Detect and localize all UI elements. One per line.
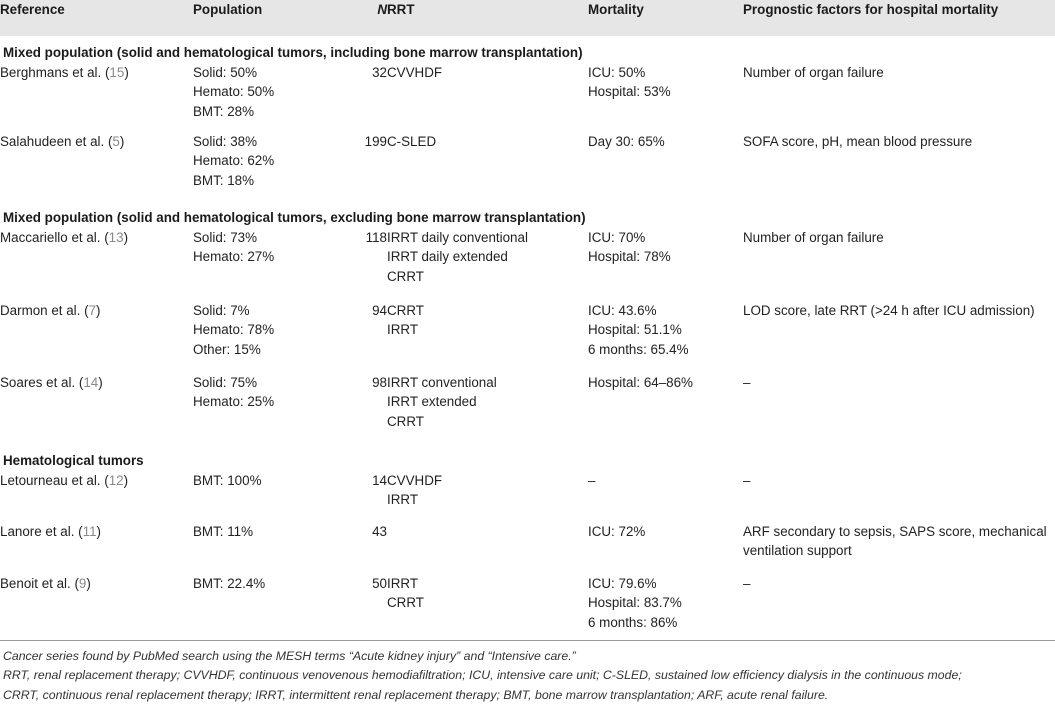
header-population: Population xyxy=(193,2,263,17)
rrt-cell xyxy=(387,132,588,202)
mortality-cell xyxy=(588,574,743,646)
prognostic-text: LOD score, late RRT (>24 h after ICU admission) xyxy=(743,303,1035,318)
rrt-line: CRRT xyxy=(387,268,424,284)
prognostic-text: Number of organ failure xyxy=(743,65,884,80)
n-value: 50 xyxy=(372,576,387,591)
population-line: Hemato: 50% xyxy=(193,84,275,100)
rrt-cell xyxy=(387,522,588,574)
reference-text: Salahudeen et al. ( xyxy=(0,134,113,149)
section-title: Hematological tumors xyxy=(3,453,144,468)
rrt-line: IRRT daily extended xyxy=(387,249,508,265)
rrt-line: CRRT xyxy=(387,303,424,318)
rrt-line: IRRT extended xyxy=(387,394,477,410)
rrt-cell xyxy=(387,63,588,132)
citation-link: 15 xyxy=(109,65,125,80)
n-value: 98 xyxy=(372,375,387,390)
population-cell xyxy=(193,228,323,301)
population-line: Other: 15% xyxy=(193,341,261,357)
prognostic-cell xyxy=(743,228,1055,301)
rrt-cell xyxy=(387,373,588,445)
population-line: Hemato: 62% xyxy=(193,153,275,169)
mortality-line: Hospital: 83.7% xyxy=(588,595,682,611)
prognostic-cell xyxy=(743,63,1055,132)
population-line: BMT: 11% xyxy=(193,524,254,539)
population-line: Hemato: 27% xyxy=(193,249,275,265)
rrt-line: IRRT conventional xyxy=(387,375,497,390)
rrt-line: C-SLED xyxy=(387,134,437,149)
prognostic-cell xyxy=(743,373,1055,445)
table-bottom-rule xyxy=(0,640,1055,641)
citation-link: 14 xyxy=(83,375,99,390)
reference-text: Lanore et al. ( xyxy=(0,524,83,539)
mortality-cell xyxy=(588,63,743,132)
footnote: CRRT, continuous renal replacement therapy; IRRT, intermittent renal replacement therapy; BMT, bone marrow transplantation; ARF, acute renal failure. xyxy=(3,687,829,702)
reference-text: Benoit et al. ( xyxy=(0,576,79,591)
mortality-line: ICU: 72% xyxy=(588,524,646,539)
reference-cell xyxy=(0,574,193,646)
prognostic-cell xyxy=(743,574,1055,646)
mortality-cell xyxy=(588,132,743,202)
section-row xyxy=(0,445,1055,471)
rrt-line: IRRT xyxy=(387,322,418,338)
rrt-cell xyxy=(387,574,588,646)
mortality-cell xyxy=(588,373,743,445)
mortality-line: 6 months: 86% xyxy=(588,614,678,630)
n-value: 32 xyxy=(372,65,387,80)
n-cell xyxy=(323,63,387,132)
prognostic-cell xyxy=(743,522,1055,574)
n-value: 43 xyxy=(372,524,387,539)
population-line: Hemato: 25% xyxy=(193,394,275,410)
mortality-cell xyxy=(588,471,743,522)
section-row xyxy=(0,36,1055,63)
reference-close: ) xyxy=(98,375,103,390)
reference-text: Soares et al. ( xyxy=(0,375,84,390)
population-line: Solid: 50% xyxy=(193,65,258,80)
population-line: BMT: 28% xyxy=(193,103,255,119)
mortality-line: Hospital: 64–86% xyxy=(588,375,693,390)
rrt-line: CRRT xyxy=(387,413,424,429)
citation-link: 9 xyxy=(78,576,87,591)
mortality-line: Hospital: 78% xyxy=(588,249,671,265)
table-row xyxy=(0,301,1055,373)
mortality-line: Day 30: 65% xyxy=(588,134,665,149)
population-line: Solid: 75% xyxy=(193,375,258,390)
n-cell xyxy=(323,228,387,301)
reference-text: Letourneau et al. ( xyxy=(0,473,109,488)
n-value: 94 xyxy=(372,303,387,318)
population-line: BMT: 18% xyxy=(193,172,255,188)
reference-close: ) xyxy=(124,65,129,80)
prognostic-cell xyxy=(743,132,1055,202)
population-cell xyxy=(193,522,323,574)
mortality-line: ICU: 50% xyxy=(588,65,646,80)
n-cell xyxy=(323,574,387,646)
reference-cell xyxy=(0,63,193,132)
mortality-line: ICU: 79.6% xyxy=(588,576,657,591)
rrt-cell xyxy=(387,301,588,373)
header-mortality: Mortality xyxy=(588,2,644,17)
reference-close: ) xyxy=(119,134,125,149)
table-row xyxy=(0,63,1055,132)
reference-text: Berghmans et al. ( xyxy=(0,65,110,80)
table-row xyxy=(0,132,1055,202)
reference-close: ) xyxy=(86,576,91,591)
mortality-cell xyxy=(588,522,743,574)
population-cell xyxy=(193,373,323,445)
reference-close: ) xyxy=(96,524,102,539)
prognostic-text: Number of organ failure xyxy=(743,230,884,245)
n-cell xyxy=(323,522,387,574)
n-value: 199 xyxy=(364,134,387,149)
footnote: RRT, renal replacement therapy; CVVHDF, continuous venovenous hemodiafiltration; ICU, intensive care unit; C-SLED, sustained low efficiency dialysis in the continuous mode; xyxy=(3,668,962,683)
population-line: Hemato: 78% xyxy=(193,322,275,338)
prognostic-text: – xyxy=(743,375,751,390)
n-cell xyxy=(323,373,387,445)
prognostic-text: – xyxy=(743,473,751,488)
mortality-line: Hospital: 53% xyxy=(588,84,671,100)
population-line: Solid: 7% xyxy=(193,303,250,318)
reference-cell xyxy=(0,132,193,202)
mortality-line: – xyxy=(588,473,596,488)
population-line: Solid: 73% xyxy=(193,230,258,245)
reference-cell xyxy=(0,522,193,574)
table-row xyxy=(0,471,1055,522)
table-row xyxy=(0,228,1055,301)
n-cell xyxy=(323,301,387,373)
population-cell xyxy=(193,132,323,202)
population-cell xyxy=(193,471,323,522)
reference-text: Maccariello et al. ( xyxy=(0,230,109,245)
citation-link: 11 xyxy=(82,524,97,539)
table-row xyxy=(0,373,1055,445)
section-title: Mixed population (solid and hematological tumors, including bone marrow transplantation) xyxy=(3,45,583,60)
population-line: BMT: 22.4% xyxy=(193,576,266,591)
rrt-line: CRRT xyxy=(387,595,424,611)
header-row xyxy=(0,0,1055,36)
citation-link: 13 xyxy=(108,230,124,245)
rrt-line: CVVHDF xyxy=(387,65,443,80)
prognostic-text: – xyxy=(743,576,751,591)
reference-close: ) xyxy=(123,473,129,488)
mortality-line: 6 months: 65.4% xyxy=(588,341,689,357)
reference-cell xyxy=(0,228,193,301)
mortality-line: Hospital: 51.1% xyxy=(588,322,682,338)
population-cell xyxy=(193,63,323,132)
citation-link: 5 xyxy=(112,134,120,149)
rrt-line: IRRT daily conventional xyxy=(387,230,528,245)
n-value: 118 xyxy=(365,230,387,245)
n-cell xyxy=(323,132,387,202)
reference-cell xyxy=(0,301,193,373)
table-row xyxy=(0,522,1055,574)
section-row xyxy=(0,202,1055,228)
reference-close: ) xyxy=(123,230,129,245)
reference-close: ) xyxy=(96,303,101,318)
header-n: N xyxy=(377,2,387,17)
table-footnotes xyxy=(3,647,1053,705)
header-reference: Reference xyxy=(0,2,65,17)
rrt-cell xyxy=(387,228,588,301)
footnote: Cancer series found by PubMed search using the MESH terms “Acute kidney injury” and “Intensive care.” xyxy=(3,649,576,663)
population-line: BMT: 100% xyxy=(193,473,262,488)
prognostic-text: ARF secondary to sepsis, SAPS score, mechanical ventilation support xyxy=(743,524,1047,559)
rrt-line: CVVHDF xyxy=(387,473,443,488)
mortality-line: ICU: 70% xyxy=(588,230,646,245)
rrt-cell xyxy=(387,471,588,522)
reference-cell xyxy=(0,373,193,445)
population-cell xyxy=(193,301,323,373)
header-rrt: RRT xyxy=(387,2,415,17)
citation-link: 12 xyxy=(108,473,124,488)
table-row xyxy=(0,574,1055,646)
reference-cell xyxy=(0,471,193,522)
table-body xyxy=(0,36,1055,646)
reference-text: Darmon et al. ( xyxy=(0,303,89,318)
citation-link: 7 xyxy=(88,303,97,318)
prognostic-cell xyxy=(743,471,1055,522)
population-cell xyxy=(193,574,323,646)
header-prognostic: Prognostic factors for hospital mortality xyxy=(743,2,999,17)
mortality-cell xyxy=(588,228,743,301)
section-title: Mixed population (solid and hematological tumors, excluding bone marrow transplantation) xyxy=(3,210,586,225)
prognostic-cell xyxy=(743,301,1055,373)
rrt-line: IRRT xyxy=(387,492,418,508)
rrt-line: IRRT xyxy=(387,576,418,591)
prognostic-text: SOFA score, pH, mean blood pressure xyxy=(743,134,973,149)
n-value: 14 xyxy=(372,473,387,488)
mortality-cell xyxy=(588,301,743,373)
n-cell xyxy=(323,471,387,522)
mortality-line: ICU: 43.6% xyxy=(588,303,657,318)
population-line: Solid: 38% xyxy=(193,134,258,149)
